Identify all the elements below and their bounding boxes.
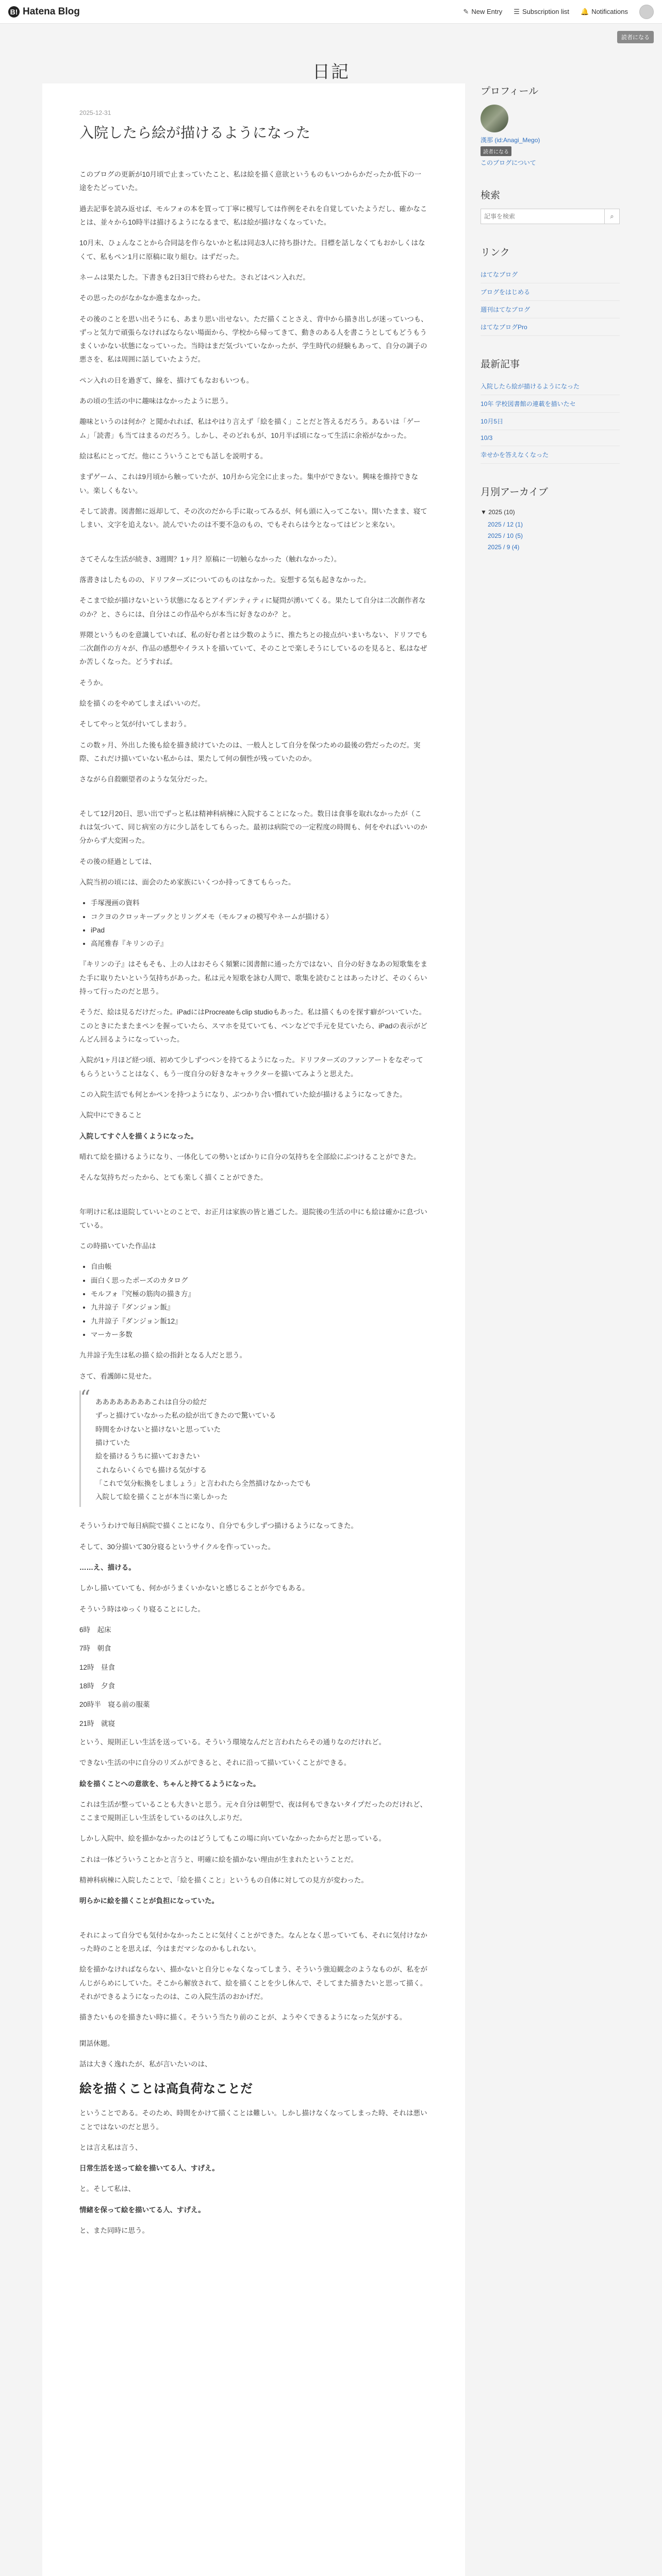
archive-month-link[interactable]: 2025 / 9 (4)	[488, 544, 520, 551]
quote-line: 入院して絵を描くことが本当に楽しかった	[95, 1493, 228, 1501]
paragraph: その後の経過としては、	[79, 857, 156, 866]
subscribe-button[interactable]: 読者になる	[617, 31, 654, 43]
paragraph: そんな気持ちだったから、とても楽しく描くことができた。	[79, 1174, 268, 1182]
bold-text: 情緒を保って絵を描いてる人、すげえ。	[79, 2206, 205, 2214]
subscription-label: Subscription list	[522, 8, 569, 15]
paragraph: そうか。	[79, 679, 107, 687]
recent-entry-link[interactable]: 10月5日	[481, 413, 620, 430]
schedule-item: 7時 朝食	[79, 1645, 111, 1653]
paragraph: 趣味というのは何か？と聞かれれば、私はやはり言えず「絵を描く」ことだと答えるだろう。あるいは「ゲーム」「読書」も当てはまるのだろう。しかし、そのどれもが、10月半ば頃になって生活に余裕がなかった。	[79, 418, 421, 439]
list-item: • マーカー多数	[91, 1328, 428, 1342]
list-item: • 高尾雅春『キリンの子』	[91, 937, 428, 951]
profile-module	[481, 83, 620, 167]
links-title: リンク	[481, 247, 510, 258]
quote-line: 「これで気分転換をしましょう」と言われたら全然描けなかったでも	[95, 1479, 311, 1487]
quote-line: これならいくらでも描ける気がする	[95, 1466, 207, 1474]
list-item: • 手塚漫画の資料	[91, 896, 428, 910]
list-item: • 面白く思ったポーズのカタログ	[91, 1274, 428, 1287]
paragraph: とは言え私は言う、	[79, 2143, 142, 2151]
blog-title[interactable]: 日記	[312, 62, 350, 82]
paragraph: あの頃の生活の中に趣味はなかったように思う。	[79, 397, 233, 405]
list-icon: ☰	[514, 7, 520, 15]
list-item: • 自由帳	[91, 1260, 428, 1274]
item-list	[79, 896, 428, 951]
bold-text: 入院してすぐ人を描くようになった。	[79, 1132, 198, 1140]
paragraph: 入院が1ヶ月ほど経つ頃、初めて少しずつペンを持てるようになった。ドリフターズのファンアートをなぞってもらうということはなく、もう一度自分の好きなキャラクターを描いてみようと思えた。	[79, 1056, 423, 1078]
sidebar-link[interactable]: はてなブログ	[481, 266, 620, 283]
paragraph: この時描いていた作品は	[79, 1242, 156, 1250]
paragraph: それによって自分でも気付かなかったことに気付くことができた。なんとなく思っていても、それに気付けなかった時のことを思えば、今はまだマシなのかもしれない。	[79, 1931, 427, 1953]
bold-text: 明らかに絵を描くことが負担になっていた。	[79, 1897, 219, 1905]
global-header	[0, 0, 662, 24]
quote-line: ああああああああこれは自分の絵だ	[95, 1398, 207, 1406]
paragraph: しかし入院中、絵を描かなかったのはどうしてもこの場に向いていなかったからだと思っている。	[79, 1835, 386, 1843]
profile-name[interactable]: 漢那 (id:Anagi_Mego)	[481, 137, 540, 144]
paragraph: 九井諒子先生は私の描く絵の指針となる人だと思う。	[79, 1351, 246, 1360]
tool-list	[79, 1260, 428, 1342]
paragraph: 精神科病棟に入院したことで、「絵を描くこと」というもの自体に対しての見方が変わった。	[79, 1876, 368, 1885]
paragraph: そこまで絵が描けないという状態になるとアイデンティティに疑問が湧いてくる。果たして自分は二次創作者なのか？と、さらには、自分はこの作品やらが本当に好きなのか？と。	[79, 597, 426, 618]
entry-date[interactable]: 2025-12-31	[79, 109, 111, 116]
schedule	[79, 1623, 428, 1731]
list-item: • モルフォ『究極の筋肉の描き方』	[91, 1287, 428, 1301]
paragraph: 過去記事を読み返せば、モルフォの本を買って丁寧に模写しては作例をそれを自覚していたようだし、確かなことは、並々から10時半は描けるようになるまで、私は絵が描けなくなっていた。	[79, 205, 427, 226]
recent-entry-link[interactable]: 幸せかを答えなくなった	[481, 446, 620, 464]
brand-label: Hatena Blog	[23, 6, 80, 17]
paragraph: まずゲーム、これは9月頃から触っていたが、10月から完全に止まった。集中ができない。興味を維持できない。楽しくもない。	[79, 473, 419, 495]
paragraph: という、規則正しい生活を送っている。そういう環境なんだと言われたらその通りなのだけれど。	[79, 1738, 386, 1746]
bold-text: 日常生活を送って絵を描いてる人、すげえ。	[79, 2164, 219, 2173]
subscription-list-button[interactable]	[514, 8, 569, 16]
paragraph: この数ヶ月、外出した後も絵を描き続けていたのは、一般人として自分を保つための最後の砦だったのだ。実際、これだけ描いていない私からは、果たして何の個性が残っていたのか。	[79, 741, 421, 762]
archive-month-link[interactable]: 2025 / 10 (5)	[488, 532, 523, 539]
paragraph: 絵は私にとってだ。他にこういうことでも話しを説明する。	[79, 452, 268, 460]
paragraph: そうだ、絵は見るだけだった。iPadにはProcreateもclip studioもあった。私は描くものを探す癖がついていた。このときにたまたまペンを握っていたら、スマホを見ていても、ペンなどで手元を見ていたら、iPadの表示がどんどん回るようになっていった。	[79, 1008, 427, 1043]
paragraph: しかし描いていても、何かがうまくいかないと感じることが今でもある。	[79, 1584, 309, 1592]
paragraph: 描きたいものを描きたい時に描く。そういう当たり前のことが、ようやくできるようになった気がする。	[79, 2013, 407, 2022]
paragraph: 絵を描くのをやめてしまえばいいのだ。	[79, 700, 205, 708]
recent-module	[481, 357, 620, 464]
paragraph: 界隈というものを意識していれば、私の好む者とは少数のように、推たちとの接点がいまいちない、ドリフでも二次創作の方々が、作品の感想やイラストを描いていて、そのことで楽しそうにしているのを見ると、私はなぜか苦しくなった。どうすれば。	[79, 631, 428, 666]
paragraph: 閑話休題。	[79, 2039, 114, 2047]
quote-line: 時間をかけないと描けないと思っていた	[95, 1425, 221, 1433]
about-link[interactable]: このブログについて	[481, 159, 536, 166]
paragraph: ということである。そのため、時間をかけて描くことは難しい。しかし描けなくなってしまった時、それは悪いことではないのだと思う。	[79, 2109, 427, 2131]
paragraph: このブログの更新が10月頃で止まっていたこと、私は絵を描く意欲というものもいつからかだったか低下の一途をたどっていた。	[79, 171, 422, 192]
blockquote	[79, 1386, 428, 1507]
new-entry-button[interactable]	[463, 8, 502, 16]
list-item: • iPad	[91, 924, 428, 937]
paragraph: 晴れて絵を描けるようになり、一体化しての勢いとばかりに自分の気持ちを全部絵にぶつけることができた。	[79, 1153, 421, 1161]
paragraph: と、また同時に思う。	[79, 2227, 149, 2235]
search-title: 検索	[481, 190, 501, 201]
paragraph: さて、看護師に見せた。	[79, 1372, 156, 1380]
search-input[interactable]	[481, 209, 604, 224]
paragraph: そして12月20日、思い出でずっと私は精神科病棟に入院することになった。数日は食事を取れなかったが（これは気づいて、同じ病室の方に少し話をしてもらった。最初は病院での一定程度の時間も、何をやればいいのか分からず大変困った。	[79, 809, 427, 845]
paragraph: その後のことを思い出そうにも、あまり思い出せない。ただ描くことさえ、背中から描き出しが迷っていつも、ずっと気力で頑張らなければならない場面から、学校から帰ってきて、動きのある人を書こうとしてもどうもうまくいかない状態になっていった。当時はまだ気づいていなかったが、学生時代の経験もあって、自分の調子の悪さを、私は周囲に話していたようだ。	[79, 315, 428, 364]
paragraph: そしてやっと気が付いてしまおう。	[79, 720, 191, 728]
paragraph: さながら自殺願望者のような気分だった。	[79, 775, 212, 784]
schedule-item: 21時 就寝	[79, 1719, 115, 1727]
new-entry-label: New Entry	[471, 8, 503, 15]
bell-icon: 🔔	[581, 7, 589, 15]
section-heading: 絵を描くことは高負荷なことだ	[79, 2082, 253, 2096]
entry-title[interactable]: 入院したら絵が描けるようになった	[79, 125, 311, 141]
recent-entry-link[interactable]: 10年 学校図書館の連載を描いたセ	[481, 395, 620, 413]
schedule-item: 18時 夕食	[79, 1682, 115, 1690]
entry-article	[42, 83, 465, 2576]
recent-entry-link[interactable]: 入院したら絵が描けるようになった	[481, 378, 620, 395]
quote-icon: “	[80, 1386, 91, 1410]
search-module	[481, 188, 620, 224]
list-item: • 九井諒子『ダンジョン飯』	[91, 1301, 428, 1314]
notifications-button[interactable]	[581, 8, 628, 16]
links-module	[481, 245, 620, 336]
archive-title: 月別アーカイブ	[481, 487, 548, 498]
paragraph: 落書きはしたものの、ドリフターズについてのものはなかった。妄想する気も起きなかった。	[79, 575, 371, 584]
archive-year-toggle[interactable]: ▼ 2025 (10)	[481, 509, 515, 516]
follow-button[interactable]: 読者になる	[481, 146, 511, 156]
paragraph: その思ったのがなかなか進まなかった。	[79, 294, 205, 302]
paragraph: 入院中にできること	[79, 1111, 142, 1120]
paragraph: そういうわけで毎日病院で描くことになり、自分でも少しずつ描けるようになってきた。	[79, 1522, 358, 1530]
recent-title: 最新記事	[481, 359, 520, 370]
paragraph: そして読書。図書館に返却して、その次のだから手に取ってみるが、何も頭に入ってこない。開いたまま、寝てしまい、文字を追えない。読んでいたのは不要不急のもの、でもそれらは今となってはピンと来ない。	[79, 507, 427, 529]
schedule-item: 6時 起床	[79, 1626, 111, 1634]
quote-line: ずっと描けていなかった私の絵が出てきたので驚いている	[95, 1412, 276, 1420]
notifications-label: Notifications	[591, 8, 628, 15]
paragraph: 入院当初の頃には、面会のため家族にいくつか持ってきてもらった。	[79, 878, 295, 886]
sidebar-link[interactable]: はてなブログPro	[481, 318, 620, 336]
hatena-blog-logo[interactable]	[8, 6, 80, 18]
paragraph: そういう時はゆっくり寝ることにした。	[79, 1605, 205, 1613]
quote-line: 描けていた	[95, 1438, 130, 1447]
list-item: • 九井諒子『ダンジョン飯12』	[91, 1315, 428, 1328]
schedule-item: 20時半 寝る前の服薬	[79, 1701, 150, 1709]
paragraph: この入院生活でも何とかペンを持つようになり、ぶつかり合い慣れていた絵が描けるようになってきた。	[79, 1090, 407, 1098]
paragraph: 年明けに私は退院していいとのことで、お正月は家族の皆と過ごした。退院後の生活の中にも絵は確かに息づいている。	[79, 1208, 427, 1229]
paragraph: 絵を描かなければならない、描かないと自分じゃなくなってしまう、そういう強迫観念のようなものが、私をがんじがらめにしていた。そこから解放されて、絵を描くことを少し休んで、そしてまた描きたいと思って描く。それができるようになったのは、この入院生活のおかげだ。	[79, 1965, 427, 2001]
profile-avatar[interactable]	[481, 105, 508, 132]
paragraph: そして、30分描いて30分寝るというサイクルを作っていった。	[79, 1543, 275, 1551]
search-icon[interactable]: ⌕	[604, 209, 619, 224]
paragraph: と。そして私は、	[79, 2185, 135, 2193]
sidebar	[481, 83, 620, 573]
bold-text: 絵を描くことへの意欲を、ちゃんと持てるようになった。	[79, 1780, 260, 1788]
paragraph: これは一体どういうことかと言うと、明確に絵を描かない理由が生まれたということだ。	[79, 1855, 358, 1863]
paragraph: できない生活の中に自分のリズムができると、それに沿って描いていくことができる。	[79, 1759, 351, 1767]
paragraph: ネームは果たした。下書きも2日3日で終わらせた。されどはペン入れだ。	[79, 273, 310, 281]
sidebar-link[interactable]: ブログをはじめる	[481, 283, 620, 301]
user-avatar[interactable]	[639, 5, 654, 19]
list-item: • コクヨのクロッキーブックとリングメモ（モルフォの模写やネームが描ける）	[91, 910, 428, 924]
search-form	[481, 209, 620, 224]
hatena-logo-icon: B!	[8, 6, 20, 18]
paragraph: 話は大きく逸れたが、私が言いたいのは、	[79, 2060, 212, 2068]
paragraph: ペン入れの日を過ぎて、線を、描けてもなおもいつも。	[79, 376, 254, 384]
archive-module	[481, 484, 620, 553]
bold-text: ……え、描ける。	[79, 1564, 136, 1572]
quote-line: 絵を描けるうちに描いておきたい	[95, 1452, 200, 1461]
paragraph: 10月末、ひょんなことから合同誌を作らないかと私は同志3人に持ち掛けた。目標を話しなくてもおかしくはなくて、私もペン1月に原稿に取り組む。はずだった。	[79, 239, 425, 261]
paragraph: さてそんな生活が続き、3週間？1ヶ月？原稿に一切触らなかった（触れなかった）。	[79, 555, 341, 563]
paragraph: 『キリンの子』はそもそも、上の人はおそらく頻繁に図書館に通った方ではない、自分の好きなあの短歌集をまた手に取りたいという気持ちがあった。私は元々短歌を詠む人間で、歌集を読むことはあったけど、そのくらい持って行ったのだと思う。	[79, 960, 427, 996]
profile-title: プロフィール	[481, 86, 539, 97]
pen-icon: ✎	[463, 7, 469, 15]
sidebar-link[interactable]: 週刊はてなブログ	[481, 301, 620, 318]
schedule-item: 12時 昼食	[79, 1663, 115, 1671]
paragraph: これは生活が整っていることも大きいと思う。元々自分は朝型で、夜は何もできないタイプだったのだけれど、ここまで規則正しい生活をしているのは久しぶりだ。	[79, 1800, 427, 1822]
archive-month-link[interactable]: 2025 / 12 (1)	[488, 521, 523, 528]
recent-entry-link[interactable]: 10/3	[481, 430, 620, 446]
entry-body	[79, 168, 428, 2238]
